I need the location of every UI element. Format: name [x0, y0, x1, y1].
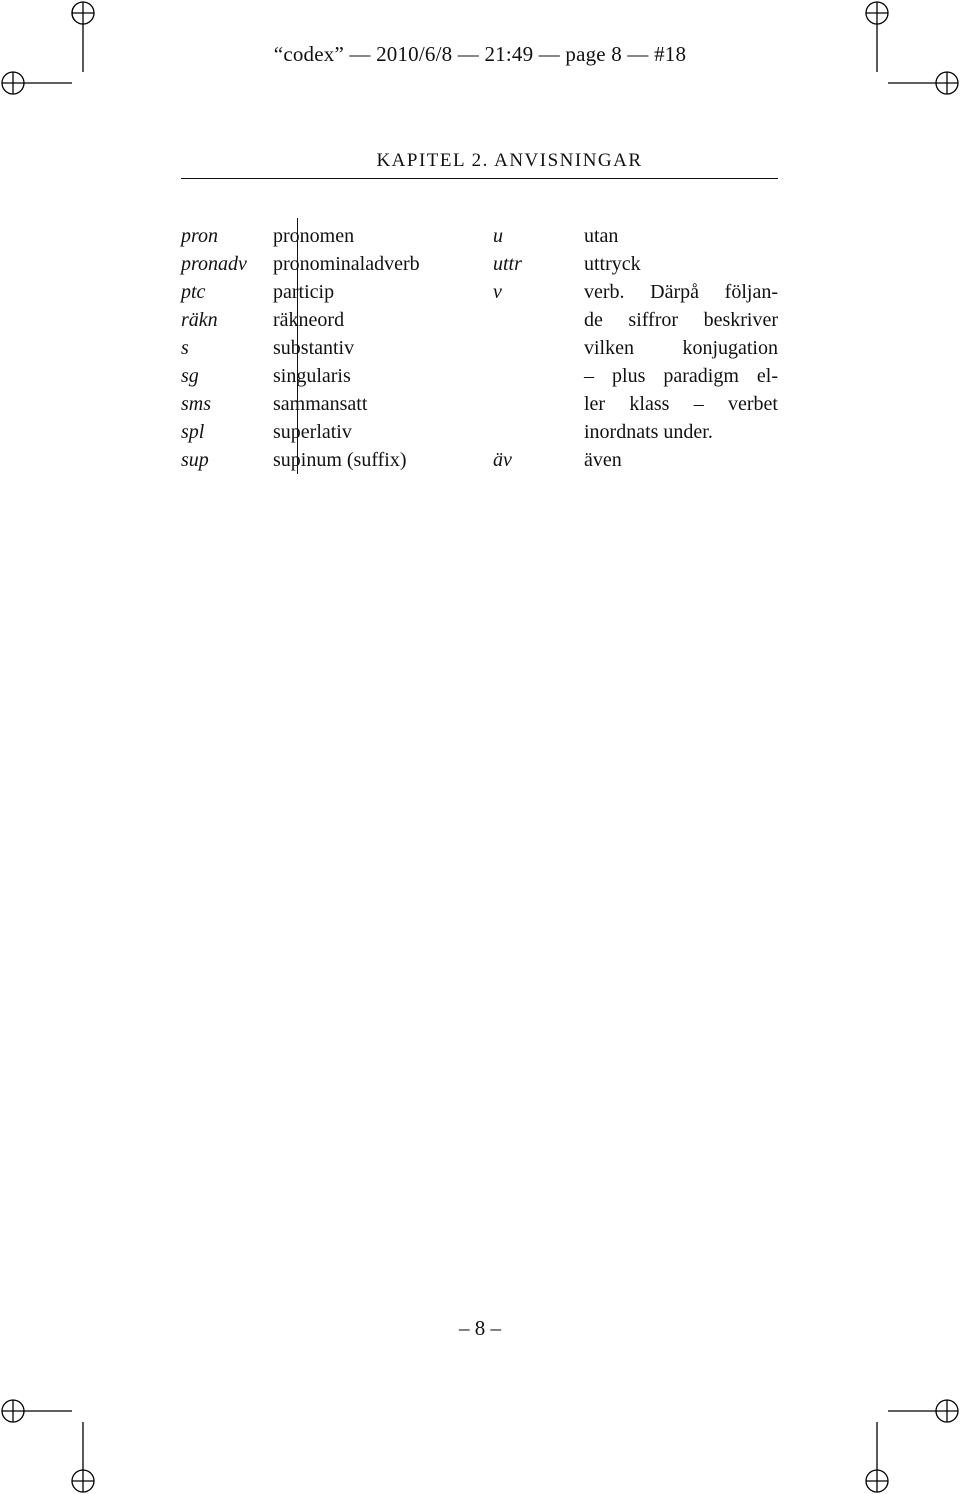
abbreviation: spl — [181, 421, 205, 443]
running-head — [181, 150, 778, 179]
abbreviation: uttr — [493, 253, 522, 275]
abbreviation: sup — [181, 449, 209, 471]
definition: substantiv — [273, 337, 355, 359]
definition: även — [584, 449, 622, 471]
abbreviation: äv — [493, 449, 512, 471]
definition: pronomen — [273, 225, 355, 247]
definition-line: verb. Därpå följan- — [584, 281, 778, 303]
page-number: – 8 – — [459, 1316, 501, 1340]
definition-line: vilken konjugation — [584, 337, 778, 359]
definition: sammansatt — [273, 393, 368, 415]
abbreviation: räkn — [181, 309, 218, 331]
definition: utan — [584, 225, 619, 247]
abbreviation: pronadv — [181, 253, 247, 275]
running-head-text: KAPITEL 2. ANVISNINGAR — [376, 150, 643, 171]
print-slug: “codex” — 2010/6/8 — 21:49 — page 8 — #18 — [273, 42, 687, 66]
definition-line: – plus paradigm el- — [584, 365, 778, 387]
definition-line: de siffror beskriver — [584, 309, 778, 331]
abbreviation: v — [493, 281, 502, 303]
abbreviation: pron — [181, 225, 219, 247]
abbreviation: sg — [181, 365, 199, 387]
definition-line: inordnats under. — [584, 421, 713, 443]
abbreviation: sms — [181, 393, 212, 415]
definition: räkneord — [273, 309, 345, 331]
abbreviation: u — [493, 225, 503, 247]
abbreviation: ptc — [181, 281, 206, 303]
definition: singularis — [273, 365, 351, 387]
abbreviation: s — [181, 337, 189, 359]
definition: pronominaladverb — [273, 253, 420, 275]
definition: superlativ — [273, 421, 352, 443]
definition-line: ler klass – verbet — [584, 393, 778, 415]
definition: supinum (suffix) — [273, 449, 407, 471]
definition: particip — [273, 281, 335, 303]
definition: uttryck — [584, 253, 641, 275]
